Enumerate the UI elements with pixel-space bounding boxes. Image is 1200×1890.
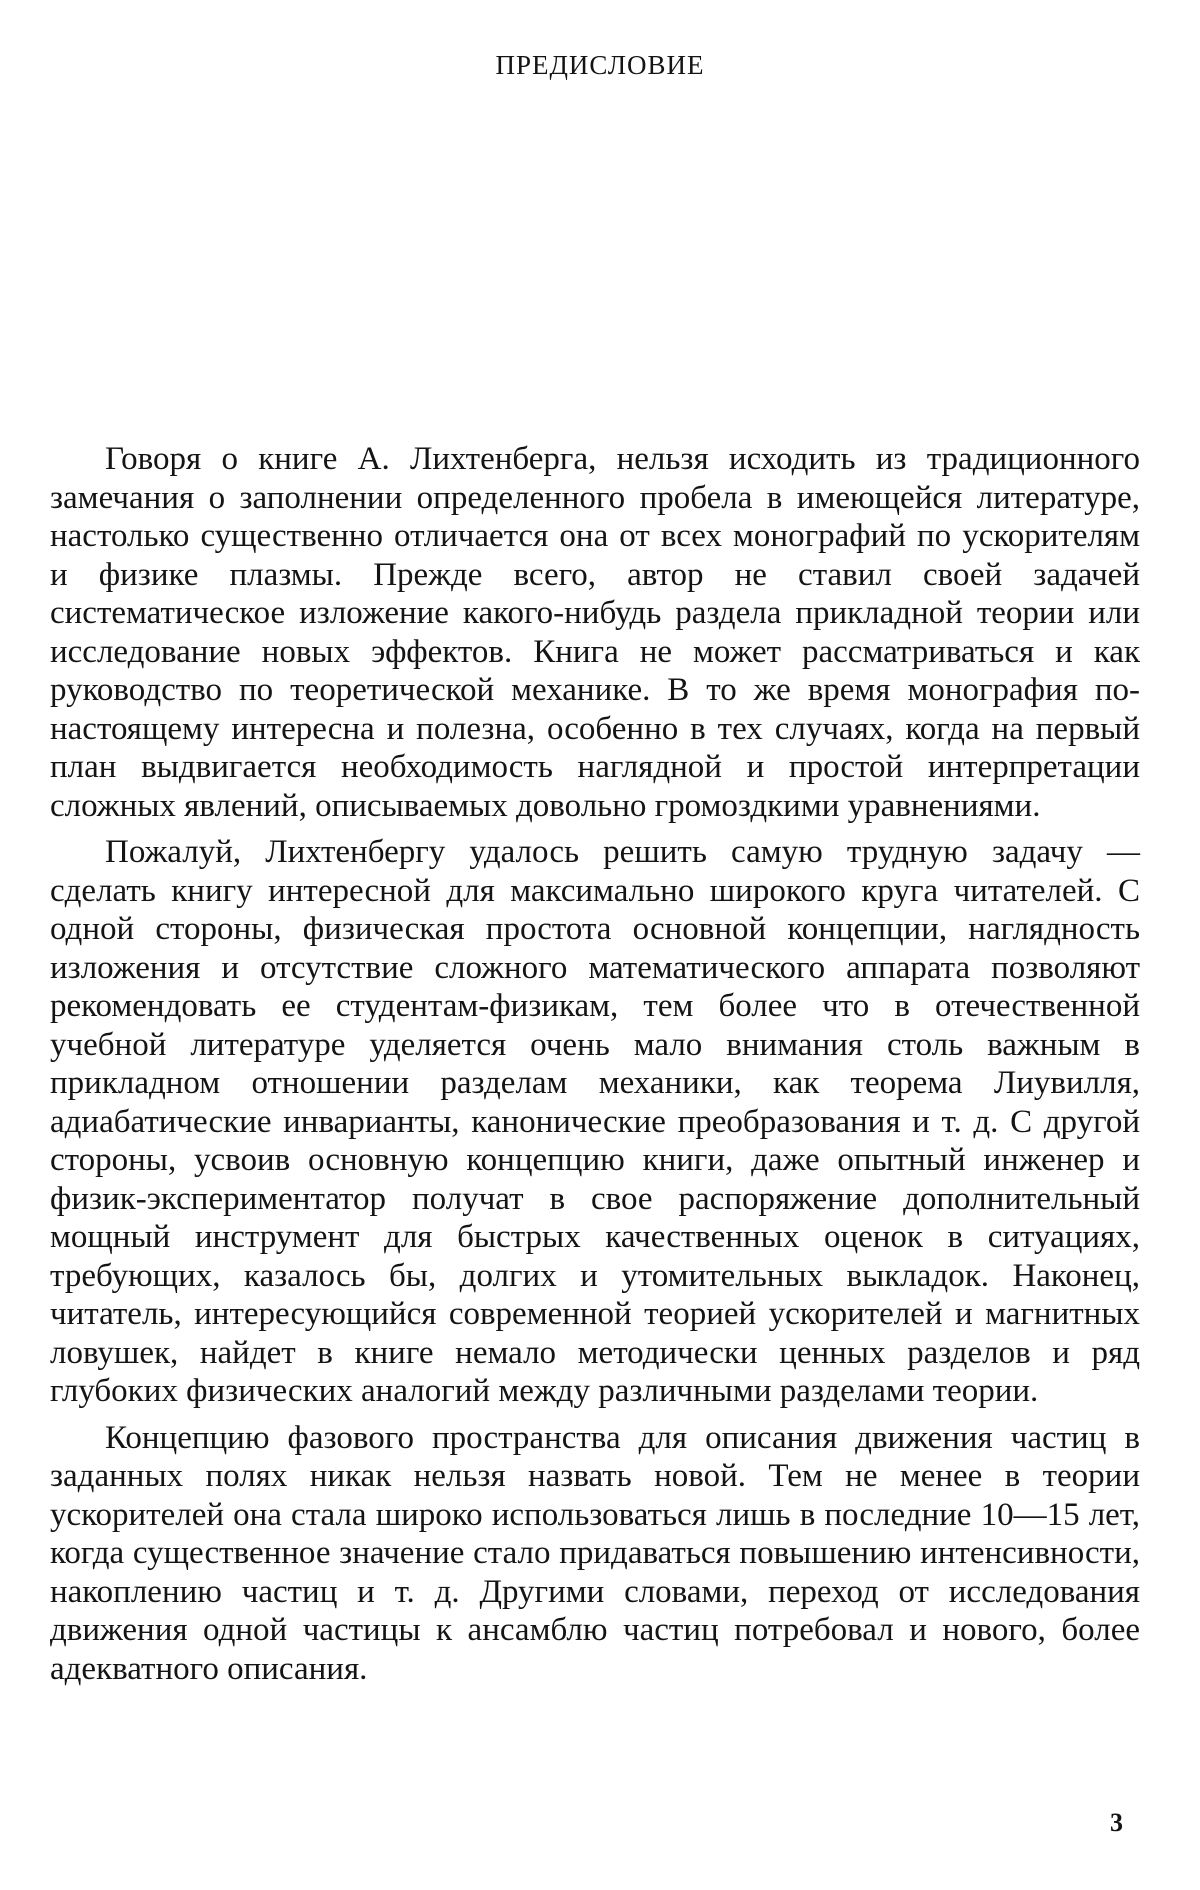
paragraph-1: Говоря о книге А. Лихтенберга, нельзя исходить из традиционного замечания о заполнении определенного пробела в имеющейся литературе, настолько существенно отличается она от всех монографий по ускорителям и физике плазмы. Прежде всего, автор не ставил своей задачей систематическое изложение какого-нибудь раздела прикладной теории или исследование новых эффектов. Книга не может рассматриваться и как руководство по теоретической механике. В то же время монография по-настоящему интересна и полезна, особенно в тех случаях, когда на первый план выдвигается необходимость наглядной и простой интерпретации сложных явлений, описываемых довольно громоздкими уравнениями. <box>50 441 1140 824</box>
page-title: ПРЕДИСЛОВИЕ <box>495 50 705 80</box>
paragraph-2: Пожалуй, Лихтенбергу удалось решить самую трудную задачу — сделать книгу интересной для максимально широкого круга читателей. С одной стороны, физическая простота основной концепции, наглядность изложения и отсутствие сложного математического аппарата позволяют рекомендовать ее студентам-физикам, тем более что в отечественной учебной литературе уделяется очень мало внимания столь важным в прикладном отношении разделам механики, как теорема Лиувилля, адиабатические инварианты, канонические преобразования и т. д. С другой стороны, усвоив основную концепцию книги, даже опытный инженер и физик-экспериментатор получат в свое распоряжение дополнительный мощный инструмент для быстрых качественных оценок в ситуациях, требующих, казалось бы, долгих и утомительных выкладок. Наконец, читатель, интересующийся современной теорией ускорителей и магнитных ловушек, найдет в книге немало методически ценных разделов и ряд глубоких физических аналогий между различными разделами теории. <box>50 834 1140 1409</box>
page-number: 3 <box>1110 1808 1123 1837</box>
preface-body <box>50 440 1140 1696</box>
paragraph-3: Концепцию фазового пространства для описания движения частиц в заданных полях никак нельзя назвать новой. Тем не менее в теории ускорителей она стала широко использоваться лишь в последние 10—15 лет, когда существенное значение стало придаваться повышению интенсивности, накоплению частиц и т. д. Другими словами, переход от исследования движения одной частицы к ансамблю частиц потребовал и нового, более адекватного описания. <box>50 1419 1140 1687</box>
